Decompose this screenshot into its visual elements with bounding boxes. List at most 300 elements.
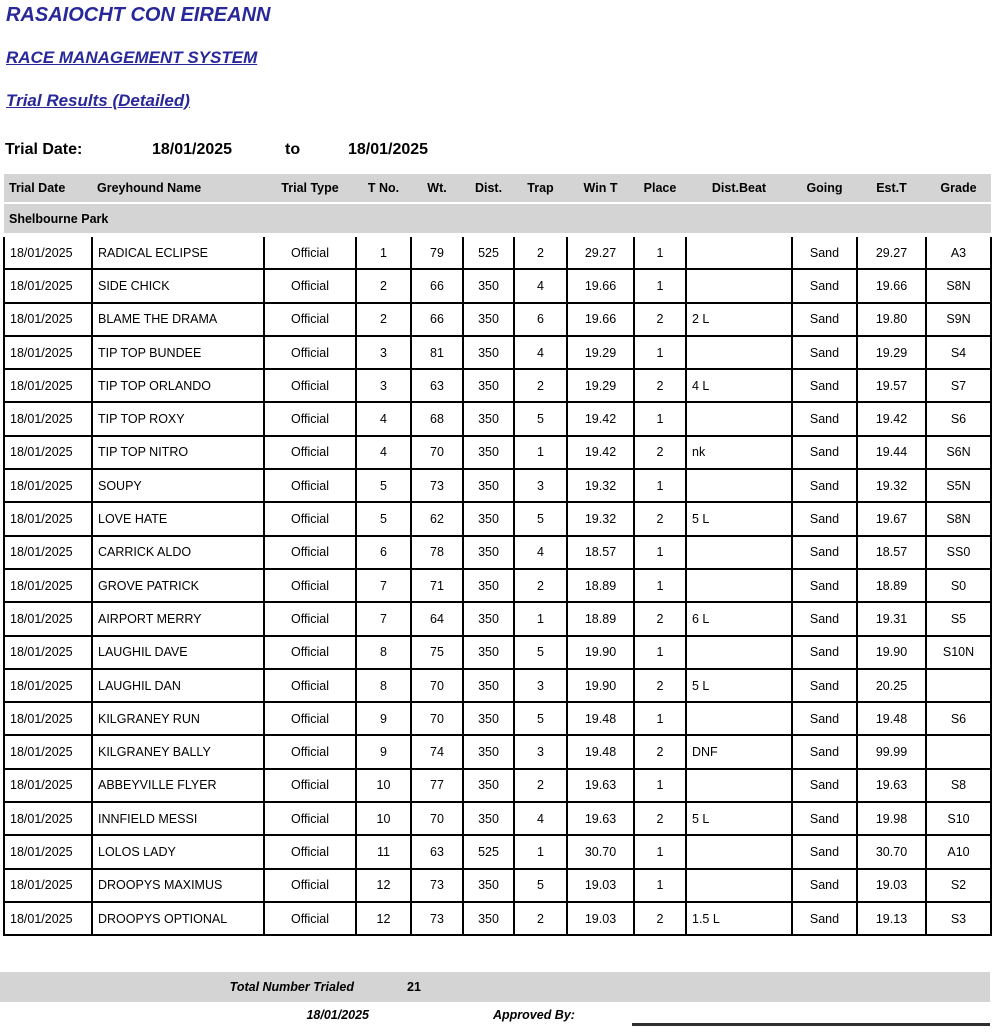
total-trialed-value: 21 bbox=[407, 980, 421, 995]
table-row bbox=[4, 735, 991, 768]
table-cell: Sand bbox=[792, 802, 857, 835]
table-cell: S3 bbox=[926, 902, 991, 935]
table-cell: 10 bbox=[356, 802, 411, 835]
table-cell: Sand bbox=[792, 602, 857, 635]
table-cell: 6 L bbox=[686, 602, 792, 635]
table-cell: 5 bbox=[514, 502, 567, 535]
table-cell: 18/01/2025 bbox=[4, 569, 92, 602]
table-cell: 2 bbox=[634, 602, 686, 635]
table-cell: 19.03 bbox=[857, 869, 926, 902]
table-row bbox=[4, 436, 991, 469]
table-cell: TIP TOP ORLANDO bbox=[92, 369, 264, 402]
table-cell: 18/01/2025 bbox=[4, 536, 92, 569]
table-cell: 19.03 bbox=[567, 902, 634, 935]
table-cell: 1 bbox=[514, 835, 567, 868]
table-cell: 20.25 bbox=[857, 669, 926, 702]
table-cell: 73 bbox=[411, 869, 463, 902]
table-cell: Sand bbox=[792, 402, 857, 435]
table-cell: 18/01/2025 bbox=[4, 502, 92, 535]
table-cell: 350 bbox=[463, 502, 514, 535]
system-title: RACE MANAGEMENT SYSTEM bbox=[6, 48, 258, 67]
table-cell: 1 bbox=[634, 336, 686, 369]
table-row bbox=[4, 269, 991, 302]
table-cell: 350 bbox=[463, 469, 514, 502]
table-cell: 3 bbox=[356, 336, 411, 369]
table-cell: Sand bbox=[792, 303, 857, 336]
table-cell: 5 bbox=[356, 469, 411, 502]
table-cell: 19.29 bbox=[567, 369, 634, 402]
table-cell: Official bbox=[264, 402, 356, 435]
table-cell: 3 bbox=[514, 469, 567, 502]
table-cell: Official bbox=[264, 735, 356, 768]
track-section-row bbox=[4, 203, 991, 235]
table-cell: 77 bbox=[411, 769, 463, 802]
table-cell: 5 bbox=[356, 502, 411, 535]
table-cell: 19.66 bbox=[857, 269, 926, 302]
table-cell: 2 bbox=[634, 735, 686, 768]
table-row bbox=[4, 502, 991, 535]
table-cell: 62 bbox=[411, 502, 463, 535]
results-table-body bbox=[4, 235, 991, 935]
table-row bbox=[4, 702, 991, 735]
table-cell: 525 bbox=[463, 835, 514, 868]
table-cell: S10 bbox=[926, 802, 991, 835]
table-cell: 5 bbox=[514, 402, 567, 435]
table-cell: LAUGHIL DAVE bbox=[92, 636, 264, 669]
table-cell: KILGRANEY BALLY bbox=[92, 735, 264, 768]
table-cell: 3 bbox=[514, 735, 567, 768]
table-cell: 2 bbox=[356, 303, 411, 336]
table-cell: TIP TOP NITRO bbox=[92, 436, 264, 469]
table-cell: 63 bbox=[411, 835, 463, 868]
table-cell: 2 bbox=[634, 802, 686, 835]
table-cell: 99.99 bbox=[857, 735, 926, 768]
table-cell bbox=[926, 669, 991, 702]
table-row bbox=[4, 469, 991, 502]
table-cell: 1 bbox=[514, 436, 567, 469]
table-cell: 19.03 bbox=[567, 869, 634, 902]
col-header-est-t: Est.T bbox=[857, 174, 926, 203]
table-cell: 19.63 bbox=[567, 802, 634, 835]
table-cell: 1 bbox=[634, 569, 686, 602]
table-cell: 9 bbox=[356, 702, 411, 735]
trial-date-joiner: to bbox=[285, 141, 301, 158]
table-cell: GROVE PATRICK bbox=[92, 569, 264, 602]
table-row bbox=[4, 536, 991, 569]
table-cell: Official bbox=[264, 702, 356, 735]
table-cell: 18/01/2025 bbox=[4, 702, 92, 735]
table-cell bbox=[686, 402, 792, 435]
table-cell: SS0 bbox=[926, 536, 991, 569]
table-cell: 19.90 bbox=[567, 669, 634, 702]
table-cell: 4 L bbox=[686, 369, 792, 402]
table-cell: 18/01/2025 bbox=[4, 269, 92, 302]
footer-date: 18/01/2025 bbox=[306, 1008, 369, 1023]
table-cell: Official bbox=[264, 336, 356, 369]
table-cell: TIP TOP ROXY bbox=[92, 402, 264, 435]
table-cell: S4 bbox=[926, 336, 991, 369]
table-cell: 19.42 bbox=[567, 402, 634, 435]
table-cell: 18/01/2025 bbox=[4, 369, 92, 402]
table-cell: 18.57 bbox=[857, 536, 926, 569]
table-row bbox=[4, 235, 991, 269]
table-cell: 4 bbox=[514, 536, 567, 569]
table-cell: 350 bbox=[463, 669, 514, 702]
table-cell: TIP TOP BUNDEE bbox=[92, 336, 264, 369]
table-cell: Sand bbox=[792, 502, 857, 535]
table-cell: Sand bbox=[792, 769, 857, 802]
table-cell: S5 bbox=[926, 602, 991, 635]
table-cell: S8N bbox=[926, 269, 991, 302]
table-cell: 350 bbox=[463, 802, 514, 835]
table-cell bbox=[686, 469, 792, 502]
table-header-row bbox=[4, 174, 991, 235]
table-row bbox=[4, 902, 991, 935]
table-cell: 8 bbox=[356, 636, 411, 669]
table-cell: S7 bbox=[926, 369, 991, 402]
table-cell: 18.57 bbox=[567, 536, 634, 569]
table-cell: S6N bbox=[926, 436, 991, 469]
table-cell: 18.89 bbox=[567, 569, 634, 602]
table-cell: Sand bbox=[792, 669, 857, 702]
table-cell: Sand bbox=[792, 269, 857, 302]
table-cell: Official bbox=[264, 669, 356, 702]
table-cell: 1 bbox=[634, 869, 686, 902]
table-cell: 4 bbox=[356, 436, 411, 469]
table-cell: S10N bbox=[926, 636, 991, 669]
table-cell: 1 bbox=[634, 835, 686, 868]
table-cell: 1 bbox=[634, 235, 686, 269]
table-cell: 2 bbox=[634, 369, 686, 402]
table-cell: 73 bbox=[411, 902, 463, 935]
table-cell: 68 bbox=[411, 402, 463, 435]
table-cell: 350 bbox=[463, 569, 514, 602]
table-cell: LOVE HATE bbox=[92, 502, 264, 535]
table-cell: 64 bbox=[411, 602, 463, 635]
table-cell: Sand bbox=[792, 469, 857, 502]
table-cell: SOUPY bbox=[92, 469, 264, 502]
table-cell: 18/01/2025 bbox=[4, 436, 92, 469]
table-row bbox=[4, 835, 991, 868]
table-cell: 1 bbox=[634, 469, 686, 502]
table-cell: 5 L bbox=[686, 802, 792, 835]
table-cell: 81 bbox=[411, 336, 463, 369]
table-cell: CARRICK ALDO bbox=[92, 536, 264, 569]
table-cell: 350 bbox=[463, 269, 514, 302]
table-cell: 2 bbox=[514, 902, 567, 935]
table-cell: 1 bbox=[634, 702, 686, 735]
table-cell: 19.32 bbox=[567, 502, 634, 535]
table-cell: 2 bbox=[514, 235, 567, 269]
table-cell: Official bbox=[264, 902, 356, 935]
table-cell: 2 bbox=[514, 369, 567, 402]
col-header-greyhound-name: Greyhound Name bbox=[92, 174, 264, 203]
table-cell: 19.57 bbox=[857, 369, 926, 402]
col-header-t-no: T No. bbox=[356, 174, 411, 203]
track-section-label: Shelbourne Park bbox=[4, 203, 991, 235]
col-header-win-t: Win T bbox=[567, 174, 634, 203]
table-cell: DNF bbox=[686, 735, 792, 768]
table-cell: 2 bbox=[634, 436, 686, 469]
total-trialed-label: Total Number Trialed bbox=[229, 980, 354, 995]
table-row bbox=[4, 602, 991, 635]
table-cell bbox=[686, 235, 792, 269]
table-cell: 19.13 bbox=[857, 902, 926, 935]
table-cell: Official bbox=[264, 436, 356, 469]
table-cell: Official bbox=[264, 369, 356, 402]
table-cell: Official bbox=[264, 636, 356, 669]
table-cell: RADICAL ECLIPSE bbox=[92, 235, 264, 269]
table-cell: 1.5 L bbox=[686, 902, 792, 935]
table-cell bbox=[926, 735, 991, 768]
table-cell: 4 bbox=[356, 402, 411, 435]
col-header-going: Going bbox=[792, 174, 857, 203]
table-cell: 19.80 bbox=[857, 303, 926, 336]
table-cell: Official bbox=[264, 469, 356, 502]
table-cell: 18/01/2025 bbox=[4, 469, 92, 502]
org-title: RASAIOCHT CON EIREANN bbox=[6, 4, 271, 26]
table-cell: AIRPORT MERRY bbox=[92, 602, 264, 635]
table-cell: 1 bbox=[514, 602, 567, 635]
trial-date-label: Trial Date: bbox=[5, 141, 83, 158]
table-cell: Sand bbox=[792, 636, 857, 669]
col-header-trap: Trap bbox=[514, 174, 567, 203]
table-cell: 73 bbox=[411, 469, 463, 502]
table-cell: S0 bbox=[926, 569, 991, 602]
table-cell: 74 bbox=[411, 735, 463, 768]
table-cell bbox=[686, 336, 792, 369]
table-cell: 70 bbox=[411, 802, 463, 835]
table-cell: Official bbox=[264, 235, 356, 269]
table-cell: 18.89 bbox=[857, 569, 926, 602]
table-cell: 2 bbox=[356, 269, 411, 302]
table-cell: 18/01/2025 bbox=[4, 303, 92, 336]
table-cell: DROOPYS OPTIONAL bbox=[92, 902, 264, 935]
col-header-dist: Dist. bbox=[463, 174, 514, 203]
table-cell: 4 bbox=[514, 802, 567, 835]
table-cell: 3 bbox=[514, 669, 567, 702]
table-cell: 19.66 bbox=[567, 303, 634, 336]
table-cell: ABBEYVILLE FLYER bbox=[92, 769, 264, 802]
table-cell: 2 bbox=[514, 569, 567, 602]
table-cell: Sand bbox=[792, 436, 857, 469]
table-cell: 6 bbox=[356, 536, 411, 569]
table-cell: LOLOS LADY bbox=[92, 835, 264, 868]
table-cell: LAUGHIL DAN bbox=[92, 669, 264, 702]
trial-results-table bbox=[3, 174, 992, 936]
table-cell bbox=[686, 702, 792, 735]
table-cell: Official bbox=[264, 835, 356, 868]
table-cell: 18/01/2025 bbox=[4, 735, 92, 768]
table-cell: S9N bbox=[926, 303, 991, 336]
table-cell: 18/01/2025 bbox=[4, 636, 92, 669]
table-cell: 9 bbox=[356, 735, 411, 768]
table-cell: 18/01/2025 bbox=[4, 869, 92, 902]
table-cell: 12 bbox=[356, 869, 411, 902]
col-header-trial-date: Trial Date bbox=[4, 174, 92, 203]
table-cell bbox=[686, 835, 792, 868]
table-cell: 19.42 bbox=[567, 436, 634, 469]
table-cell: 1 bbox=[356, 235, 411, 269]
col-header-grade: Grade bbox=[926, 174, 991, 203]
report-title: Trial Results (Detailed) bbox=[6, 91, 190, 110]
table-cell: 1 bbox=[634, 536, 686, 569]
table-cell: 30.70 bbox=[567, 835, 634, 868]
table-cell: 1 bbox=[634, 269, 686, 302]
table-cell: 19.29 bbox=[567, 336, 634, 369]
signature-line bbox=[632, 1023, 990, 1026]
table-cell: Official bbox=[264, 536, 356, 569]
table-cell: 19.31 bbox=[857, 602, 926, 635]
table-cell: 5 bbox=[514, 869, 567, 902]
table-cell: 2 L bbox=[686, 303, 792, 336]
table-cell: 350 bbox=[463, 536, 514, 569]
table-cell: 19.32 bbox=[567, 469, 634, 502]
table-row bbox=[4, 402, 991, 435]
trial-date-range bbox=[5, 141, 1000, 159]
table-cell: 70 bbox=[411, 436, 463, 469]
table-cell: 350 bbox=[463, 636, 514, 669]
table-cell: nk bbox=[686, 436, 792, 469]
table-cell: 19.90 bbox=[857, 636, 926, 669]
table-cell: Sand bbox=[792, 235, 857, 269]
table-cell: 29.27 bbox=[857, 235, 926, 269]
table-cell: 4 bbox=[514, 269, 567, 302]
table-cell: Sand bbox=[792, 536, 857, 569]
table-cell: 350 bbox=[463, 769, 514, 802]
table-cell: 18/01/2025 bbox=[4, 669, 92, 702]
table-cell: Sand bbox=[792, 735, 857, 768]
table-cell: Official bbox=[264, 802, 356, 835]
table-cell: 10 bbox=[356, 769, 411, 802]
table-cell: S6 bbox=[926, 402, 991, 435]
table-row bbox=[4, 336, 991, 369]
col-header-trial-type: Trial Type bbox=[264, 174, 356, 203]
table-row bbox=[4, 569, 991, 602]
table-cell: 19.90 bbox=[567, 636, 634, 669]
table-cell: 18/01/2025 bbox=[4, 835, 92, 868]
table-cell: 2 bbox=[634, 502, 686, 535]
table-cell: 78 bbox=[411, 536, 463, 569]
table-cell: 11 bbox=[356, 835, 411, 868]
table-cell: 350 bbox=[463, 902, 514, 935]
table-cell bbox=[686, 769, 792, 802]
table-row bbox=[4, 369, 991, 402]
table-cell: 18/01/2025 bbox=[4, 802, 92, 835]
table-cell: 18/01/2025 bbox=[4, 769, 92, 802]
table-cell: 30.70 bbox=[857, 835, 926, 868]
table-cell: BLAME THE DRAMA bbox=[92, 303, 264, 336]
table-cell: Official bbox=[264, 569, 356, 602]
table-cell: Official bbox=[264, 303, 356, 336]
table-cell: 350 bbox=[463, 436, 514, 469]
table-cell: Official bbox=[264, 869, 356, 902]
table-cell: S6 bbox=[926, 702, 991, 735]
table-cell: 5 bbox=[514, 702, 567, 735]
table-cell: 8 bbox=[356, 669, 411, 702]
table-cell: 75 bbox=[411, 636, 463, 669]
table-cell: Sand bbox=[792, 369, 857, 402]
col-header-place: Place bbox=[634, 174, 686, 203]
table-cell: 19.48 bbox=[857, 702, 926, 735]
table-cell: 6 bbox=[514, 303, 567, 336]
table-cell: 1 bbox=[634, 769, 686, 802]
table-cell: 66 bbox=[411, 303, 463, 336]
table-cell: 350 bbox=[463, 402, 514, 435]
table-cell: S8N bbox=[926, 502, 991, 535]
table-cell: 18/01/2025 bbox=[4, 402, 92, 435]
table-cell: 3 bbox=[356, 369, 411, 402]
table-cell: 19.32 bbox=[857, 469, 926, 502]
table-cell: 18.89 bbox=[567, 602, 634, 635]
table-cell: 350 bbox=[463, 369, 514, 402]
table-cell: S2 bbox=[926, 869, 991, 902]
table-cell: Sand bbox=[792, 569, 857, 602]
table-cell: 2 bbox=[634, 902, 686, 935]
table-cell bbox=[686, 636, 792, 669]
table-cell: 19.44 bbox=[857, 436, 926, 469]
table-cell: 5 bbox=[514, 636, 567, 669]
table-cell: KILGRANEY RUN bbox=[92, 702, 264, 735]
table-cell: Sand bbox=[792, 902, 857, 935]
approved-by-label: Approved By: bbox=[493, 1008, 575, 1023]
table-cell: 350 bbox=[463, 602, 514, 635]
table-cell: Sand bbox=[792, 702, 857, 735]
table-cell: 525 bbox=[463, 235, 514, 269]
table-cell: 18/01/2025 bbox=[4, 902, 92, 935]
table-cell: 71 bbox=[411, 569, 463, 602]
table-cell: 29.27 bbox=[567, 235, 634, 269]
table-cell: 18/01/2025 bbox=[4, 602, 92, 635]
table-cell: Sand bbox=[792, 869, 857, 902]
table-cell: Sand bbox=[792, 835, 857, 868]
table-cell: 2 bbox=[634, 669, 686, 702]
table-cell: 79 bbox=[411, 235, 463, 269]
total-bar bbox=[0, 972, 990, 1002]
table-cell: 19.63 bbox=[567, 769, 634, 802]
table-cell: 350 bbox=[463, 336, 514, 369]
table-cell: 7 bbox=[356, 569, 411, 602]
table-cell: 19.48 bbox=[567, 735, 634, 768]
table-cell: 2 bbox=[634, 303, 686, 336]
table-cell bbox=[686, 869, 792, 902]
table-cell bbox=[686, 569, 792, 602]
table-row bbox=[4, 636, 991, 669]
table-cell: 70 bbox=[411, 702, 463, 735]
table-cell: 4 bbox=[514, 336, 567, 369]
table-cell: 66 bbox=[411, 269, 463, 302]
table-cell: DROOPYS MAXIMUS bbox=[92, 869, 264, 902]
table-cell: 18/01/2025 bbox=[4, 235, 92, 269]
col-header-dist-beat: Dist.Beat bbox=[686, 174, 792, 203]
table-cell: 1 bbox=[634, 402, 686, 435]
table-cell: Official bbox=[264, 769, 356, 802]
table-cell: A3 bbox=[926, 235, 991, 269]
table-cell: A10 bbox=[926, 835, 991, 868]
trial-date-from: 18/01/2025 bbox=[152, 141, 233, 158]
table-cell: S5N bbox=[926, 469, 991, 502]
table-cell: 2 bbox=[514, 769, 567, 802]
table-cell: 19.66 bbox=[567, 269, 634, 302]
table-cell: Official bbox=[264, 602, 356, 635]
table-cell: 5 L bbox=[686, 502, 792, 535]
table-cell: 19.63 bbox=[857, 769, 926, 802]
table-cell: 63 bbox=[411, 369, 463, 402]
table-cell: Sand bbox=[792, 336, 857, 369]
table-cell: 350 bbox=[463, 702, 514, 735]
table-cell: 70 bbox=[411, 669, 463, 702]
table-row bbox=[4, 869, 991, 902]
